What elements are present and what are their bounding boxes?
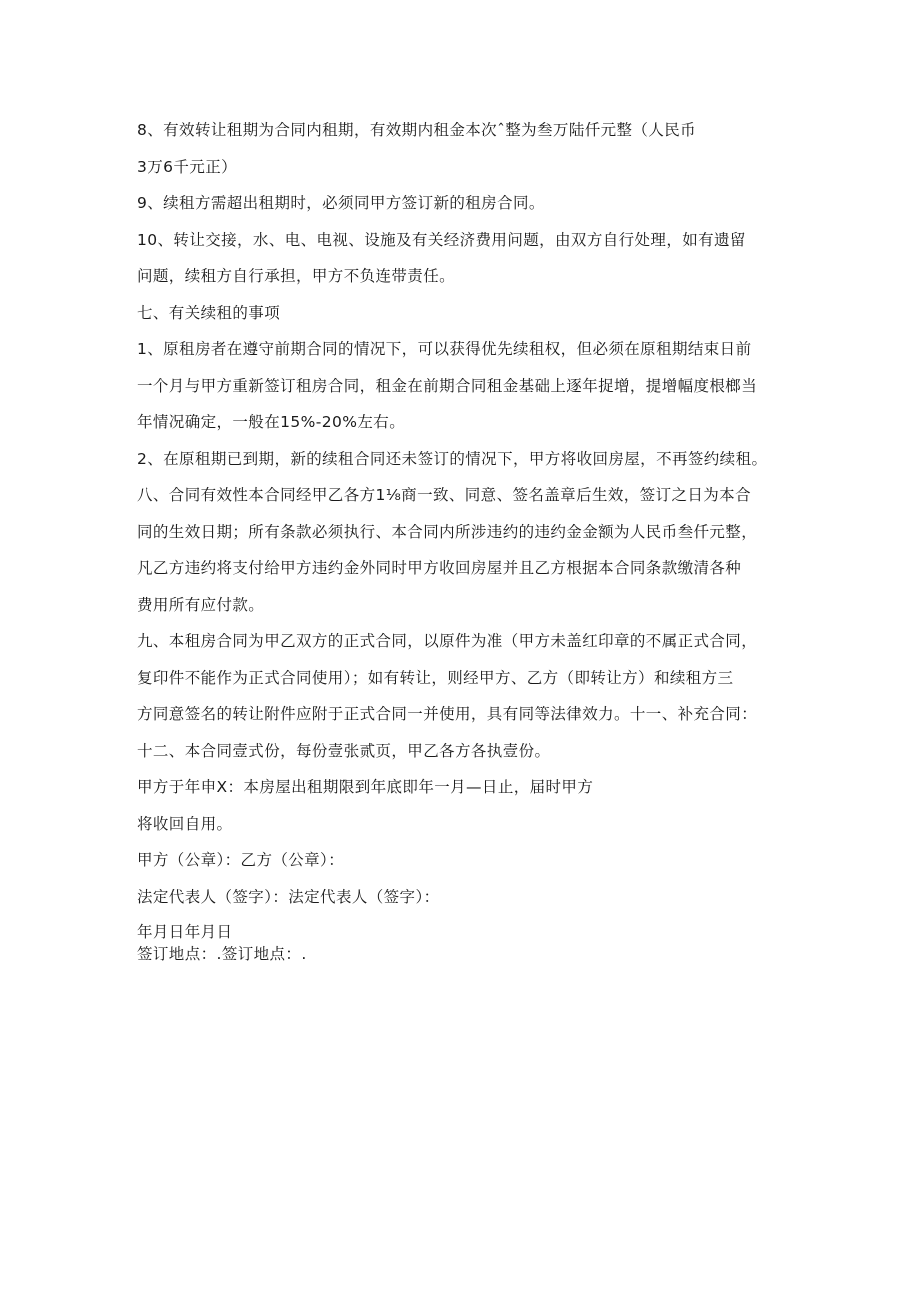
section-12: 十二、本合同壹式份，每份壹张贰页，甲乙各方各执壹份。 <box>137 741 551 760</box>
section-9-line-1: 九、本租房合同为甲乙双方的正式合同，以原件为准（甲方未盖红印章的不属正式合同， <box>137 632 758 650</box>
party-a-note-line-1: 甲方于年申X：本房屋出租期限到年底即年一月—日止，届时甲方 <box>137 778 594 796</box>
clause-9: 9、续租方需超出租期时，必须同甲方签订新的租房合同。 <box>137 194 545 212</box>
seal-line: 甲方（公章）：乙方（公章）： <box>137 851 345 869</box>
clause-8-line-1: 8、有效转让租期为合同内租期，有效期内租金本次ˆ整为叁万陆仟元整（人民币 <box>137 121 697 139</box>
signature-line: 法定代表人（签字）：法定代表人（签字）： <box>137 887 440 906</box>
signing-place-line: 签订地点：.签订地点：. <box>137 945 307 963</box>
section-9-line-3: 方同意签名的转让附件应附于正式合同一并使用，具有同等法律效力。十一、补充合同： <box>137 705 758 723</box>
section-8-line-1: 八、合同有效性本合同经甲乙各方1⅛商一致、同意、签名盖章后生效，签订之日为本合 <box>137 486 751 504</box>
section-7-heading: 七、有关续租的事项 <box>137 303 281 322</box>
section-7-item-2: 2、在原租期已到期，新的续租合同还未签订的情况下，甲方将收回房屋，不再签约续租。 <box>137 449 768 468</box>
section-8-line-2: 同的生效日期；所有条款必须执行、本合同内所涉违约的违约金金额为人民币叁仟元整， <box>137 522 758 541</box>
section-7-item-1-line-3: 年情况确定，一般在15%-20%左右。 <box>137 413 406 431</box>
date-line: 年月日年月日 <box>137 923 233 941</box>
clause-10-line-2: 问题，续租方自行承担，甲方不负连带责任。 <box>137 267 456 285</box>
clause-8-line-2: 3万6千元正） <box>137 157 238 176</box>
section-7-item-1-line-1: 1、原租房者在遵守前期合同的情况下，可以获得优先续租权，但必须在原租期结束日前 <box>137 340 752 358</box>
document-body <box>137 112 817 965</box>
section-9-line-2: 复印件不能作为正式合同使用）；如有转让，则经甲方、乙方（即转让方）和续租方三 <box>137 668 734 687</box>
section-8-line-3: 凡乙方违约将支付给甲方违约金外同时甲方收回房屋并且乙方根据本合同条款缴清各种 <box>137 559 742 577</box>
section-8-line-4: 费用所有应付款。 <box>137 595 265 614</box>
party-a-note-line-2: 将收回自用。 <box>137 814 233 833</box>
section-7-item-1-line-2: 一个月与甲方重新签订租房合同，租金在前期合同租金基础上逐年捉增，提增幅度根榔当 <box>137 376 758 395</box>
clause-10-line-1: 10、转让交接，水、电、电视、设施及有关经济费用问题，由双方自行处理，如有遗留 <box>137 230 746 249</box>
